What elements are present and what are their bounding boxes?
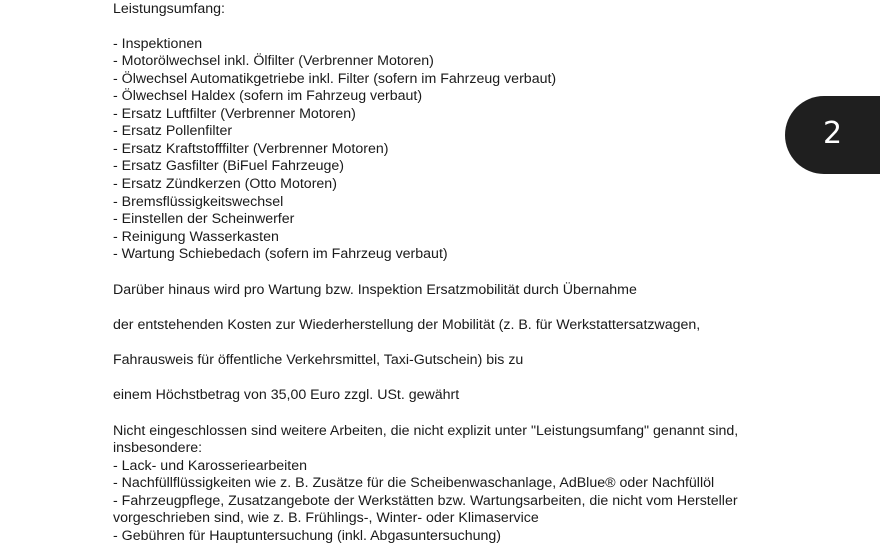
page-number-badge[interactable] (785, 96, 880, 174)
service-item: - Ersatz Kraftstofffilter (Verbrenner Motoren) (113, 141, 389, 157)
service-item: - Reinigung Wasserkasten (113, 229, 279, 245)
service-item: - Bremsflüssigkeitswechsel (113, 194, 284, 210)
service-item: - Ersatz Pollenfilter (113, 123, 233, 139)
exclusion-item: - Fahrzeugpflege, Zusatzangebote der Werkstätten bzw. Wartungsarbeiten, die nicht vom Hersteller (113, 493, 738, 509)
service-item: - Motorölwechsel inkl. Ölfilter (Verbrenner Motoren) (113, 53, 434, 69)
exclusion-item: - Gebühren für Hauptuntersuchung (inkl. Abgasuntersuchung) (113, 528, 502, 544)
service-item: - Ersatz Zündkerzen (Otto Motoren) (113, 176, 337, 192)
section-heading: Leistungsumfang: (113, 1, 225, 17)
service-item: - Ölwechsel Haldex (sofern im Fahrzeug verbaut) (113, 88, 423, 104)
service-item: - Wartung Schiebedach (sofern im Fahrzeug verbaut) (113, 246, 448, 262)
exclusion-item: vorgeschrieben sind, wie z. B. Frühlings-, Winter- oder Klimaservice (113, 510, 539, 526)
mobility-paragraph-line: einem Höchstbetrag von 35,00 Euro zzgl. USt. gewährt (113, 387, 460, 403)
mobility-paragraph-line: Darüber hinaus wird pro Wartung bzw. Inspektion Ersatzmobilität durch Übernahme (113, 282, 637, 298)
mobility-paragraph-line: der entstehenden Kosten zur Wiederherstellung der Mobilität (z. B. für Werkstattersatzwagen, (113, 317, 701, 333)
service-item: - Ersatz Gasfilter (BiFuel Fahrzeuge) (113, 158, 345, 174)
page-number: 2 (823, 116, 843, 151)
service-item: - Ölwechsel Automatikgetriebe inkl. Filter (sofern im Fahrzeug verbaut) (113, 71, 557, 87)
exclusion-item: - Nachfüllflüssigkeiten wie z. B. Zusätze für die Scheibenwaschanlage, AdBlue® oder Nachfüllöl (113, 475, 715, 491)
mobility-paragraph-line: Fahrausweis für öffentliche Verkehrsmittel, Taxi-Gutschein) bis zu (113, 352, 524, 368)
exclusions-intro-line: Nicht eingeschlossen sind weitere Arbeiten, die nicht explizit unter "Leistungsumfang" genannt sind, (113, 423, 739, 439)
service-item: - Inspektionen (113, 36, 203, 52)
service-item: - Einstellen der Scheinwerfer (113, 211, 295, 227)
exclusions-intro-line: insbesondere: (113, 440, 203, 456)
exclusion-item: - Lack- und Karosseriearbeiten (113, 458, 307, 474)
service-item: - Ersatz Luftfilter (Verbrenner Motoren) (113, 106, 356, 122)
